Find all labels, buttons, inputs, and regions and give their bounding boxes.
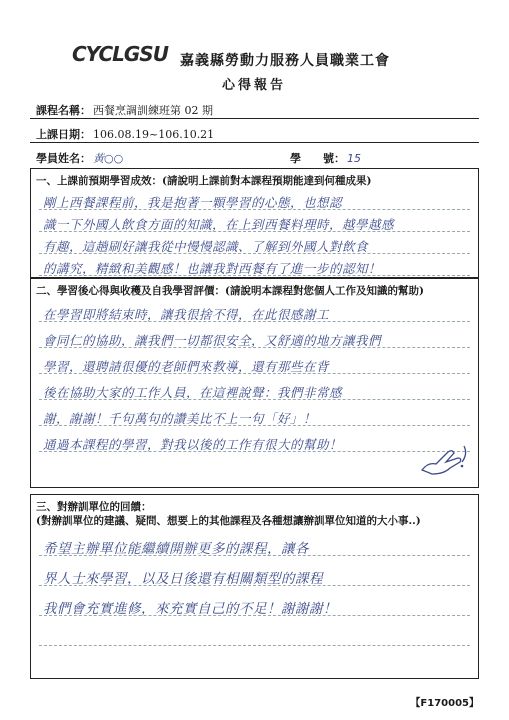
date-label: 上課日期：: [36, 128, 91, 141]
answer-line: 謝，謝謝！千句萬句的讚美比不上一句「好」！: [43, 411, 317, 426]
student-name-field: [36, 150, 123, 166]
course-name-field: [36, 102, 213, 118]
name-label: 學員姓名：: [36, 152, 91, 165]
section-title: 二、學習後心得與收穫及自我學習評價：(請說明本課程對您個人工作及知識的幫助): [36, 285, 424, 297]
answer-line: 有趣，這趟刷好讓我從中慢慢認識、了解到外國人對飲食: [43, 239, 369, 254]
answer-line: 識一下外國人飲食方面的知識，在上到西餐料理時，越學越感: [43, 217, 395, 232]
course-value: 西餐烹調訓練班第 02 期: [93, 104, 213, 117]
form-code: 【F170005】: [410, 698, 479, 709]
hand-drawing-icon: [418, 440, 470, 480]
answer-line: 學習，還聘請很優的老師們來教導，還有那些在背: [43, 359, 330, 374]
divider: [30, 142, 479, 143]
section-learning-reflection: [30, 278, 479, 488]
answer-line: 在學習即將結束時，讓我很捨不得，在此很感謝工: [43, 307, 330, 322]
org-name: 嘉義縣勞動力服務人員職業工會: [180, 53, 390, 69]
org-logo: [72, 40, 170, 70]
id-label: 學 號：: [290, 152, 345, 165]
id-value: 15: [347, 152, 361, 165]
date-value: 106.08.19~106.10.21: [93, 128, 215, 141]
section-expected-outcome: [30, 168, 479, 278]
name-value: 黃○○: [93, 152, 124, 165]
answer-line: 希望主辦單位能繼續開辦更多的課程，讓各: [43, 541, 309, 557]
section-subtitle: (對辦訓單位的建議、疑問、想要上的其他課程及各種想讓辦訓單位知道的大小事..): [36, 515, 421, 527]
answer-line: 我們會充實進修，來充實自己的不足！謝謝謝！: [43, 601, 337, 617]
section-title: 三、對辦訓單位的回饋：: [36, 501, 152, 513]
answer-line: 通過本課程的學習，對我以後的工作有很大的幫助！: [43, 437, 343, 452]
report-title: 心得報告: [222, 78, 287, 93]
divider: [30, 118, 479, 119]
student-id-field: [290, 150, 361, 166]
answer-line: 會同仁的協助，讓我們一切都很安全，又舒適的地方讓我們: [43, 333, 382, 348]
section-title: 一、上課前預期學習成效：(請說明上課前對本課程預期能達到何種成果): [36, 175, 372, 187]
answer-line: 界人士來學習，以及日後還有相關類型的課程: [43, 571, 323, 587]
date-field: [36, 126, 214, 142]
section-feedback: [30, 494, 479, 679]
answer-line: 剛上西餐課程前，我是抱著一顆學習的心態，也想認: [43, 195, 343, 210]
logo-text: CYCLGSU: [72, 42, 168, 66]
answer-line: 後在協助大家的工作人員，在這裡說聲：我們非常感: [43, 385, 343, 400]
answer-line: 的講究，精緻和美觀感！也讓我對西餐有了進一步的認知！: [43, 261, 382, 276]
course-label: 課程名稱：: [36, 104, 91, 117]
